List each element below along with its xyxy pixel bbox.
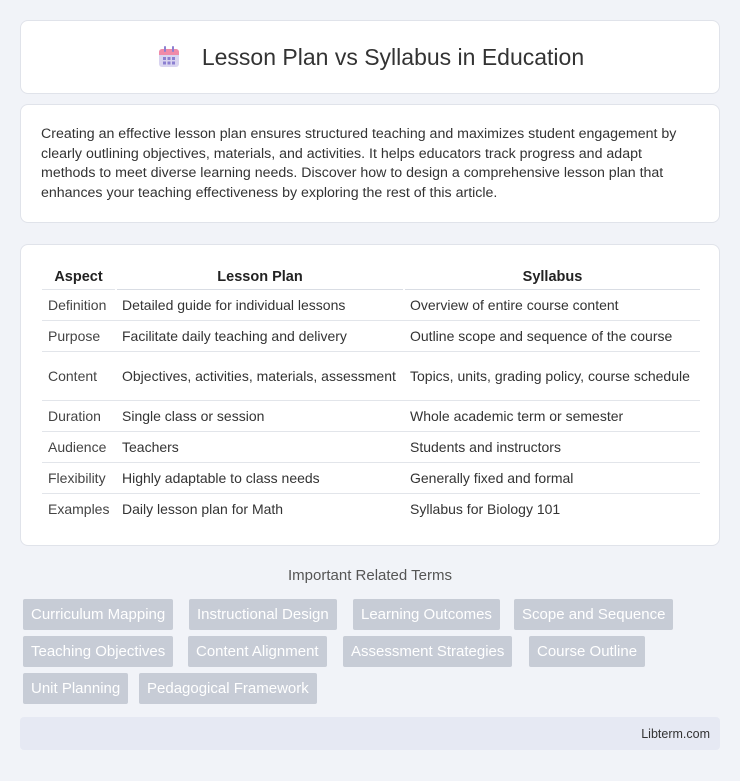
tag-pedagogical-framework[interactable]: Pedagogical Framework [139,673,317,704]
tag-course-outline[interactable]: Course Outline [529,636,645,667]
table-row [42,400,700,431]
table-header-row [42,265,700,289]
tag-teaching-objectives[interactable]: Teaching Objectives [23,636,173,667]
row-lesson-plan: Single class or session [116,400,404,431]
row-syllabus: Generally fixed and formal [404,462,700,493]
calendar-icon [156,44,182,70]
table-row [42,351,700,400]
title-wrap [156,44,584,71]
row-syllabus: Topics, units, grading policy, course schedule [404,351,700,400]
related-terms-title: Important Related Terms [288,567,452,584]
row-syllabus: Whole academic term or semester [404,400,700,431]
table-row [42,493,700,524]
row-lesson-plan: Highly adaptable to class needs [116,462,404,493]
comparison-table-card [20,244,720,546]
table-row [42,289,700,320]
row-syllabus: Syllabus for Biology 101 [404,493,700,524]
comparison-table [42,265,700,524]
header-syllabus: Syllabus [404,265,700,289]
table-row [42,320,700,351]
intro-card [20,104,720,223]
row-lesson-plan: Teachers [116,431,404,462]
table-row [42,462,700,493]
tag-scope-and-sequence[interactable]: Scope and Sequence [514,599,673,630]
row-lesson-plan: Objectives, activities, materials, assessment [116,351,404,400]
intro-text: Creating an effective lesson plan ensures structured teaching and maximizes student engagement by clearly outlining objectives, materials, and activities. It helps educators track progress and adapt methods to meet diverse learning needs. Discover how to design a comprehensive lesson plan that enhances your teaching effectiveness by exploring the rest of this article. [41,126,677,201]
table-row [42,431,700,462]
footer [20,717,720,750]
row-lesson-plan: Daily lesson plan for Math [116,493,404,524]
row-aspect: Definition [42,289,116,320]
row-aspect: Examples [42,493,116,524]
row-lesson-plan: Detailed guide for individual lessons [116,289,404,320]
tag-learning-outcomes[interactable]: Learning Outcomes [353,599,500,630]
header-lesson-plan: Lesson Plan [116,265,404,289]
tag-content-alignment[interactable]: Content Alignment [188,636,327,667]
row-aspect: Audience [42,431,116,462]
header-card [20,20,720,94]
header-aspect: Aspect [54,268,103,285]
page-title: Lesson Plan vs Syllabus in Education [201,43,585,70]
row-syllabus: Overview of entire course content [404,289,700,320]
row-syllabus: Students and instructors [404,431,700,462]
tag-unit-planning[interactable]: Unit Planning [23,673,128,704]
tag-assessment-strategies[interactable]: Assessment Strategies [343,636,512,667]
tag-instructional-design[interactable]: Instructional Design [189,599,337,630]
footer-link[interactable]: Libterm.com [641,726,710,741]
row-lesson-plan: Facilitate daily teaching and delivery [116,320,404,351]
row-aspect: Flexibility [42,462,116,493]
row-aspect: Duration [42,400,116,431]
row-aspect: Content [42,351,116,400]
row-aspect: Purpose [42,320,116,351]
tag-curriculum-mapping[interactable]: Curriculum Mapping [23,599,173,630]
row-syllabus: Outline scope and sequence of the course [404,320,700,351]
